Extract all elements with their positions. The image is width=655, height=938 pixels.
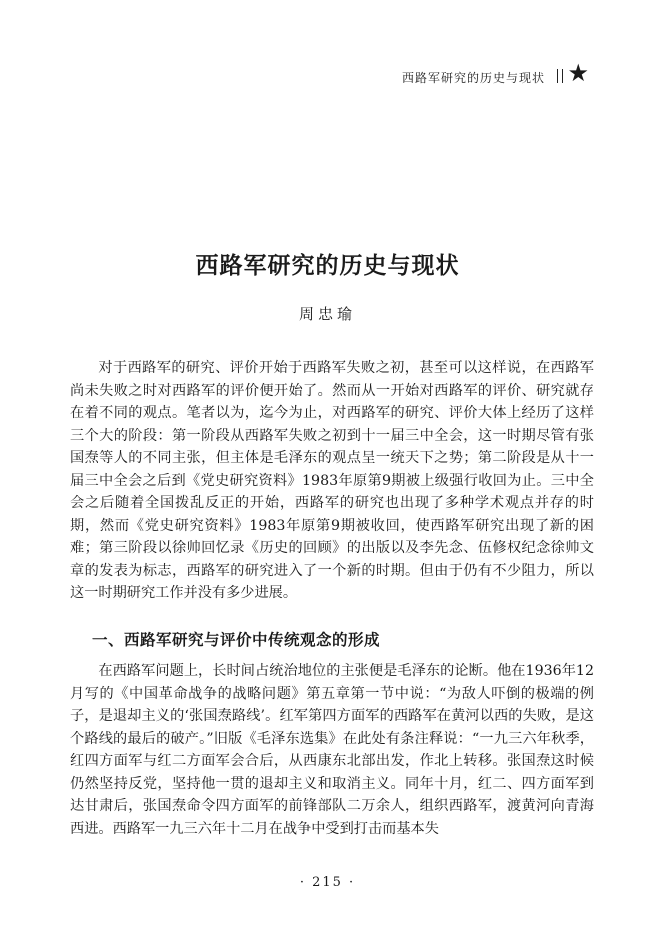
header-divider: [557, 69, 563, 83]
intro-section: [70, 357, 594, 605]
article-title: 西路军研究的历史与现状: [195, 252, 460, 279]
paragraph-intro: 对于西路军的研究、评价开始于西路军失败之初，甚至可以这样说，在西路军尚未失败之时对西路军的评价便开始了。然而从一开始对西路军的评价、研究就存在着不同的观点。笔者以为，迄今为止，对西路军的研究、评价大体上经历了这样三个大的阶段：第一阶段从西路军失败之初到十一届三中全会，这一时期尽管有张国焘等人的不同主张，但主体是毛泽东的观点呈一统天下之势；第二阶段是从十一届三中全会之后到《党史研究资料》1983年原第9期被上级强行收回为止。三中全会之后随着全国拨乱反正的开始，西路军的研究也出现了多种学术观点并存的时期，然而《党史研究资料》1983年原第9期被收回，使西路军研究出现了新的困难；第三阶段以徐帅回忆录《历史的回顾》的出版以及李先念、伍修权纪念徐帅文章的发表为标志，西路军的研究进入了一个新的时期。但由于仍有不少阻力，所以这一时期研究工作并没有多少进展。: [70, 360, 594, 601]
running-header: [0, 59, 655, 93]
page-number: · 215 ·: [299, 875, 356, 890]
section-one-body: [70, 660, 594, 840]
section-heading: 一、西路军研究与评价中传统观念的形成: [92, 630, 381, 649]
running-title: 西路军研究的历史与现状: [401, 71, 545, 85]
paragraph-section-one: 在西路军问题上，长时间占统治地位的主张便是毛泽东的论断。他在1936年12月写的《中国革命战争的战略问题》第五章第一节中说：“为敌人吓倒的极端的例子，是退却主义的‘张国焘路线’。红军第四方面军的西路军在黄河以西的失败，是这个路线的最后的破产。”旧版《毛泽东选集》在此处有条注释说：“一九三六年秋季，红四方面军与红二方面军会合后，从西康东北部出发，作北上转移。张国焘这时候仍然坚持反党，坚持他一贯的退却主义和取消主义。同年十月，红二、四方面军到达甘肃后，张国焘命令四方面军的前锋部队二万余人，组织西路军，渡黄河向青海西进。西路军一九三六年十二月在战争中受到打击而基本失: [70, 663, 594, 837]
author-name: 周忠瑜: [298, 305, 356, 323]
star-icon: ★: [567, 59, 589, 87]
